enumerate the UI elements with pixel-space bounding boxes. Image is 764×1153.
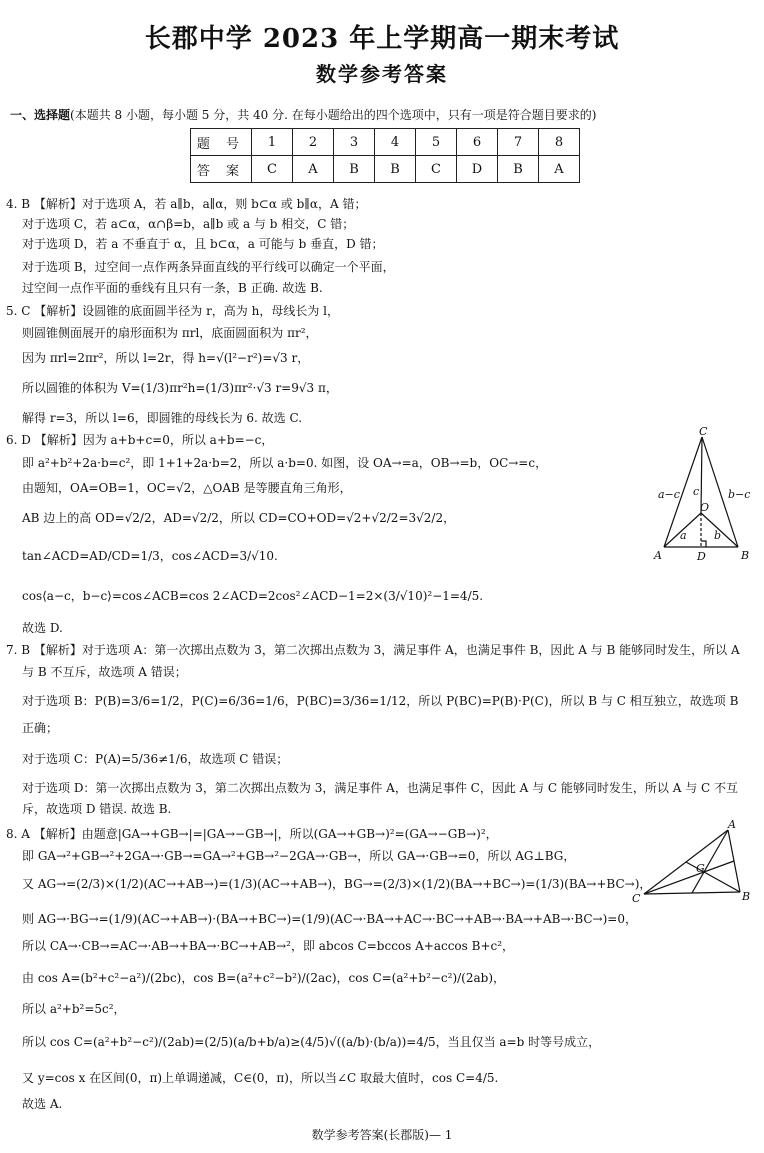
question-number-cell: 6 [457, 129, 498, 156]
answer-cell: C [416, 156, 457, 183]
label-a-minus-c: a−c [658, 488, 680, 501]
answer-cell: B [375, 156, 416, 183]
solution-line: 对于选项 C，若 a⊂α，α∩β=b，a∥b 或 a 与 b 相交，C 错； [22, 217, 355, 231]
answer-cell: D [457, 156, 498, 183]
label-d: D [697, 550, 706, 563]
question-number-cell: 3 [334, 129, 375, 156]
answer-cell: B [498, 156, 539, 183]
solution-line: 5. C 【解析】设圆锥的底面圆半径为 r，高为 h，母线长为 l， [6, 304, 340, 318]
question-number-cell: 1 [252, 129, 293, 156]
question-number-cell: 2 [293, 129, 334, 156]
solution-line: 则圆锥侧面展开的扇形面积为 πrl，底面圆面积为 πr²， [22, 326, 318, 340]
solution-line: 即 GA→²+GB→²+2GA→·GB→=GA→²+GB→²−2GA→·GB→，所以 GA→·GB→=0，所以 AG⊥BG， [22, 849, 576, 863]
section-header [10, 106, 596, 123]
label-c: C [699, 425, 708, 438]
solution-line: 所以 a²+b²=5c²， [22, 1002, 126, 1016]
solution-line: 对于选项 D：第一次掷出点数为 3，第二次掷出点数为 3，满足事件 A，也满足事件 C，因此 A 与 C 能够同时发生，所以 A 与 C 不互 [22, 781, 739, 795]
answer-cell: A [293, 156, 334, 183]
page-subtitle: 数学参考答案 [316, 62, 448, 86]
solution-line: 7. B 【解析】对于选项 A：第一次掷出点数为 3，第二次掷出点数为 3，满足事件 A，也满足事件 B，因此 A 与 B 能够同时发生，所以 A [6, 643, 740, 657]
answer-cell: A [539, 156, 580, 183]
solution-line: AB 边上的高 OD=√2/2，AD=√2/2，所以 CD=CO+OD=√2+√2/2=3√2/2， [22, 511, 456, 525]
solution-line: cos⟨a−c，b−c⟩=cos∠ACB=cos 2∠ACD=2cos²∠ACD−1=2×(3/√10)²−1=4/5. [22, 589, 484, 603]
solution-line: 与 B 不互斥，故选项 A 错误； [22, 665, 187, 679]
solution-line: 8. A 【解析】由题意|GA→+GB→|=|GA→−GB→|，所以(GA→+GB→)²=(GA→−GB→)²， [6, 827, 498, 841]
solution-line: tan∠ACD=AD/CD=1/3，cos∠ACD=3/√10. [22, 549, 278, 563]
question-number-cell: 7 [498, 129, 539, 156]
label-a: A [728, 818, 736, 831]
section-label: 一、选择题 [10, 108, 71, 122]
solution-line: 故选 A. [22, 1097, 63, 1111]
label-o: O [700, 501, 710, 514]
solution-line: 又 y=cos x 在区间(0，π)上单调递减，C∈(0，π)，所以当∠C 取最大值时，cos C=4/5. [22, 1071, 499, 1085]
solution-line: 对于选项 C：P(A)=5/36≠1/6，故选项 C 错误； [22, 752, 289, 766]
solution-line: 故选 D. [22, 621, 63, 635]
label-b: B [742, 890, 751, 903]
solution-line: 由题知，OA=OB=1，OC=√2，△OAB 是等腰直角三角形， [22, 481, 352, 495]
label-vec-b: b [714, 529, 722, 542]
solution-line: 由 cos A=(b²+c²−a²)/(2bc)，cos B=(a²+c²−b²)/(2ac)，cos C=(a²+b²−c²)/(2ab)， [22, 971, 506, 985]
solution-line: 斥，故选项 D 错误. 故选 B. [22, 802, 172, 816]
answer-cell: B [334, 156, 375, 183]
label-b-minus-c: b−c [728, 488, 751, 501]
label-g: G [696, 862, 705, 875]
median-b [686, 862, 740, 892]
label-a: A [654, 549, 662, 562]
solution-line: 6. D 【解析】因为 a+b+c=0，所以 a+b=−c， [6, 433, 274, 447]
solution-line: 正确； [22, 721, 59, 735]
triangle-figure-q6 [640, 425, 760, 570]
solution-line: 对于选项 B，过空间一点作两条异面直线的平行线可以确定一个平面， [22, 260, 395, 274]
label-vec-a: a [680, 529, 687, 542]
solution-line: 对于选项 D，若 a 不垂直于 α，且 b⊂α，a 可能与 b 垂直，D 错； [22, 237, 384, 251]
answer-table-row-numbers [191, 129, 580, 156]
solution-line: 又 AG→=(2/3)×(1/2)(AC→+AB→)=(1/3)(AC→+AB→)，BG→=(2/3)×(1/2)(BA→+BC→)=(1/3)(BA→+BC→)， [22, 877, 652, 891]
triangle-figure-q8 [628, 818, 758, 908]
table-header-cell: 题 号 [191, 129, 252, 156]
solution-line: 过空间一点作平面的垂线有且只有一条，B 正确. 故选 B. [22, 281, 323, 295]
table-header-cell: 答 案 [191, 156, 252, 183]
answer-cell: C [252, 156, 293, 183]
solution-line: 4. B 【解析】对于选项 A，若 a∥b，a∥α，则 b⊂α 或 b∥α，A 错； [6, 197, 367, 211]
label-c: C [632, 892, 641, 905]
page-footer: 数学参考答案(长郡版)— 1 [311, 1128, 453, 1142]
solution-line: 因为 πrl=2πr²，所以 l=2r，得 h=√(l²−r²)=√3 r， [22, 351, 310, 365]
section-desc: (本题共 8 小题，每小题 5 分，共 40 分. 在每小题给出的四个选项中，只有一项是符合题目要求的) [70, 108, 597, 122]
label-b: B [741, 549, 750, 562]
question-number-cell: 4 [375, 129, 416, 156]
answer-table [190, 128, 580, 183]
question-number-cell: 8 [539, 129, 580, 156]
solution-line: 则 AG→·BG→=(1/9)(AC→+AB→)·(BA→+BC→)=(1/9)(AC→·BA→+AC→·BC→+AB→·BA→+AB→·BC→)=0， [22, 912, 637, 926]
solution-line: 所以 CA→·CB→=AC→·AB→+BA→·BC→+AB→²，即 abcos C=bccos A+accos B+c²， [22, 939, 515, 953]
solution-line: 所以圆锥的体积为 V=(1/3)πr²h=(1/3)πr²·√3 r=9√3 π， [22, 381, 338, 395]
right-angle-mark [701, 541, 706, 547]
median-c [644, 861, 734, 894]
label-vec-c: c [693, 485, 700, 498]
question-number-cell: 5 [416, 129, 457, 156]
solution-line: 解得 r=3，所以 l=6，即圆锥的母线长为 6. 故选 C. [22, 411, 303, 425]
answer-table-row-answers [191, 156, 580, 183]
solution-line: 对于选项 B：P(B)=3/6=1/2，P(C)=6/36=1/6，P(BC)=3/36=1/12，所以 P(BC)=P(B)·P(C)，所以 B 与 C 相互独立，故选项 B [22, 694, 739, 708]
solution-line: 即 a²+b²+2a·b=c²，即 1+1+2a·b=2，所以 a·b=0. 如图，设 OA→=a，OB→=b，OC→=c， [22, 456, 548, 470]
page-title: 长郡中学 2023 年上学期高一期末考试 [144, 24, 620, 54]
solution-line: 所以 cos C=(a²+b²−c²)/(2ab)=(2/5)(a/b+b/a)≥(4/5)√((a/b)·(b/a))=4/5，当且仅当 a=b 时等号成立， [22, 1035, 601, 1049]
